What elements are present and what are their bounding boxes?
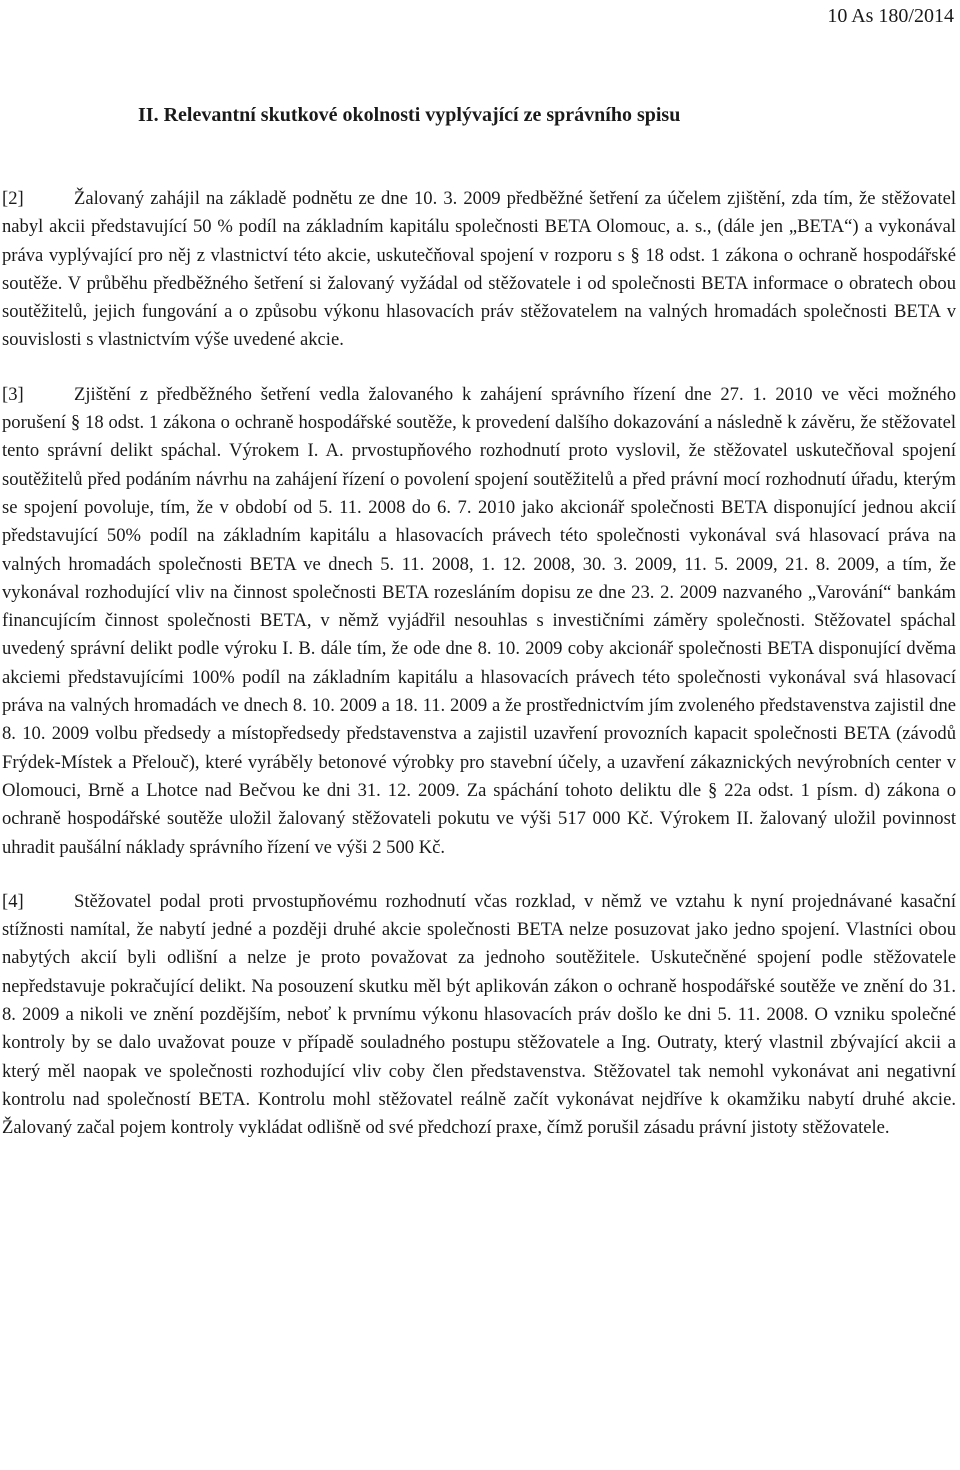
paragraph-text: Stěžovatel podal proti prvostupňovému rozhodnutí včas rozklad, v němž ve vztahu k nyní projednávané kasační stížnosti namítal, že nabytí jedné a později druhé akcie společnosti BETA nelze posuzovat jako jedno spojení. Vlastníci obou nabytých akcií byli odlišní a nelze je proto považovat za jednoho soutěžitele. Uskutečněné spojení podle stěžovatele nepředstavuje pokračující delikt. Na posouzení skutku měl být aplikován zákon o ochraně hospodářské soutěže ve znění do 31. 8. 2009 a nikoli ve znění pozdějším, neboť k prvnímu výkonu hlasovacích práv došlo ke dni 5. 11. 2008. O vzniku společné kontroly by se dalo uvažovat pouze v případě souladného postupu stěžovatele a Ing. Outraty, který vlastnil zbývající akcii a který měl naopak ve společnosti rozhodující vliv coby člen představenstva. Stěžovatel tak nemohl vykonávat ani negativní kontrolu nad společností BETA. Kontrolu mohl stěžovatel reálně začít vykonávat nejdříve k okamžiku nabytí druhé akcie. Žalovaný začal pojem kontroly vykládat odlišně od své předchozí praxe, čímž porušil zásadu právní jistoty stěžovatele. xyxy=(2,890,956,1139)
paragraph-text: Žalovaný zahájil na základě podnětu ze dne 10. 3. 2009 předběžné šetření za účelem zjištění, zda tím, že stěžovatel nabyl akcii představující 50 % podíl na základním kapitálu společnosti BETA Olomouc, a. s., (dále jen „BETA“) a vykonával práva vyplývající pro něj z vlastnictví této akcie, uskutečňoval spojení v rozporu s § 18 odst. 1 zákona o ochraně hospodářské soutěže. V průběhu předběžného šetření si žalovaný vyžádal od stěžovatele i od společnosti BETA informace o obratech obou soutěžitelů, jejich fungování a o způsobu výkonu hlasovacích práv stěžovatelem na valných hromadách společnosti BETA v souvislosti s vlastnictvím výše uvedené akcie. xyxy=(2,188,956,351)
paragraph-number: [3] xyxy=(2,383,24,405)
paragraph-3 xyxy=(2,381,956,862)
paragraph-2 xyxy=(2,185,956,355)
case-number: 10 As 180/2014 xyxy=(827,5,954,27)
paragraph-number: [2] xyxy=(2,188,24,209)
paragraph-4 xyxy=(2,888,956,1143)
document-body xyxy=(2,185,956,1169)
paragraph-number: [4] xyxy=(2,890,24,912)
section-heading: II. Relevantní skutkové okolnosti vyplývající ze správního spisu xyxy=(138,104,681,126)
paragraph-text: Zjištění z předběžného šetření vedla žalovaného k zahájení správního řízení dne 27. 1. 2010 ve věci možného porušení § 18 odst. 1 zákona o ochraně hospodářské soutěže, k provedení dalšího dokazování a následně k závěru, že stěžovatel tento správní delikt spáchal. Výrokem I. A. prvostupňového rozhodnutí proto vyslovil, že stěžovatel uskutečňoval spojení soutěžitelů před podáním návrhu na zahájení řízení o povolení spojení soutěžitelů a před právní mocí rozhodnutí úřadu, kterým se spojení povoluje, tím, že v období od 5. 11. 2008 do 6. 7. 2010 jako akcionář společnosti BETA disponující jednou akcií představující 50% podíl na základním kapitálu a hlasovacích právech této společnosti vykonával svá hlasovací práva na valných hromadách společnosti BETA ve dnech 5. 11. 2008, 1. 12. 2008, 30. 3. 2009, 11. 5. 2009, 21. 8. 2009, a tím, že vykonával rozhodující vliv na činnost společnosti BETA rozesláním dopisu ze dne 23. 2. 2009 nazvaného „Varování“ bankám financujícím činnost společnosti BETA, v němž vyjádřil nesouhlas s investičními záměry společnosti. Stěžovatel spáchal uvedený správní delikt podle výroku I. B. dále tím, že ode dne 8. 10. 2009 coby akcionář společnosti BETA disponující dvěma akciemi představujícími 100% podíl na základním kapitálu a hlasovacích právech této společnosti vykonával svá hlasovací práva na valných hromadách ve dnech 8. 10. 2009 a 18. 11. 2009 a že prostřednictvím jím zvoleného představenstva zajistil dne 8. 10. 2009 volbu předsedy a místopředsedy představenstva a zajistil uzavření provozních kapacit společnosti BETA (závodů Frýdek-Místek a Přelouč), které vyráběly betonové výrobky pro stavební účely, a uzavření zákaznických nevýrobních center v Olomouci, Brně a Lhotce nad Bečvou ke dni 31. 12. 2009. Za spáchání tohoto deliktu dle § 22a odst. 1 písm. d) zákona o ochraně hospodářské soutěže uložil žalovaný stěžovateli pokutu ve výši 517 000 Kč. Výrokem II. žalovaný uložil povinnost uhradit paušální náklady správního řízení ve výši 2 500 Kč. xyxy=(2,383,956,858)
